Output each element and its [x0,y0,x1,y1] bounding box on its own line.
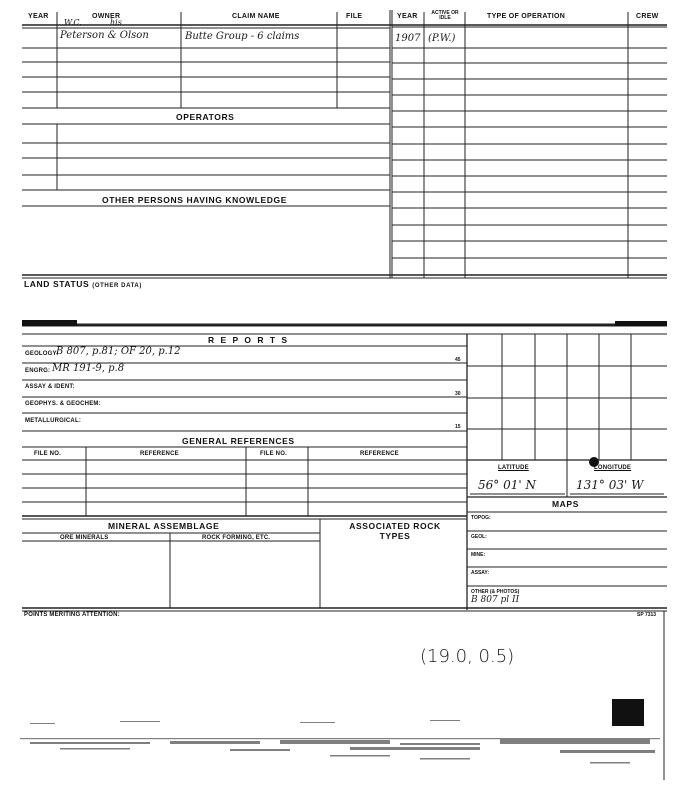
header-active-or-idle: ACTIVE OR IDLE [431,10,459,21]
associated-rock-types-heading: ASSOCIATED ROCK TYPES [349,521,441,541]
maps-assay-label: ASSAY: [471,570,490,576]
claim-name-value: Butte Group - 6 claims [185,31,300,42]
gr-header-file-no-2: FILE NO. [260,451,287,457]
gr-header-reference-2: REFERENCE [360,451,399,457]
scale-45: 45 [455,357,461,363]
assay-label: ASSAY & IDENT: [25,384,75,390]
form-code: SP 7313 [637,612,657,618]
gr-header-file-no-1: FILE NO. [34,451,61,457]
maps-topog-label: TOPOG: [471,515,491,521]
maps-other-value: B 807 pl II [471,595,520,605]
operators-heading: OPERATORS [176,112,235,122]
longitude-label: LONGITUDE [594,465,632,471]
header-claim-name: CLAIM NAME [232,13,280,20]
header-crew: CREW [636,13,659,20]
maps-other-label: OTHER (& PHOTOS) [471,589,520,595]
owner-value: Peterson & Olson [60,30,149,41]
other-persons-heading: OTHER PERSONS HAVING KNOWLEDGE [102,195,288,205]
land-status-label: LAND STATUS [24,279,90,289]
land-status-heading [24,279,142,289]
longitude-value: 131° 03' W [576,478,644,492]
reports-heading: R E P O R T S [208,335,290,345]
tape-mark-right [615,321,667,326]
ore-minerals-label: ORE MINERALS [60,535,109,541]
geology-value: B 807, p.81; OF 20, p.12 [56,346,181,357]
maps-geol-label: GEOL: [471,534,487,540]
gr-header-reference-1: REFERENCE [140,451,179,457]
owner-annotation-2: his [110,18,122,27]
maps-mine-label: MINE: [471,552,486,558]
active-value: (P.W.) [428,33,456,44]
scan-noise [20,720,660,764]
scale-15: 15 [455,424,461,430]
points-meriting-attention-label: POINTS MERITING ATTENTION: [24,612,120,618]
mineral-assemblage-heading: MINERAL ASSEMBLAGE [108,521,220,531]
header-type-of-operation: TYPE OF OPERATION [487,13,566,20]
header-file: FILE [346,13,363,20]
header-year-2: YEAR [397,13,418,20]
year-value: 1907 [395,33,421,44]
black-block [612,699,644,726]
geophys-label: GEOPHYS. & GEOCHEM: [25,401,101,407]
tape-mark-left [22,320,77,326]
geology-label: GEOLOGY: [25,351,59,357]
rock-forming-label: ROCK FORMING, ETC. [202,535,271,541]
land-status-sub: (OTHER DATA) [92,283,142,289]
metallurgical-label: METALLURGICAL: [25,418,82,424]
scale-30: 30 [455,391,461,397]
latitude-label: LATITUDE [498,465,529,471]
engrg-label: ENGRG: [25,368,51,374]
maps-heading: MAPS [552,499,579,509]
latitude-value: 56° 01' N [478,478,536,492]
general-references-heading: GENERAL REFERENCES [182,436,295,446]
handwritten-coordinate-note: (19.0, 0.5) [420,646,515,667]
owner-annotation: W.C. [64,18,82,27]
header-year: YEAR [28,13,49,20]
header-owner: OWNER [92,13,121,20]
engrg-value: MR 191-9, p.8 [52,363,125,374]
